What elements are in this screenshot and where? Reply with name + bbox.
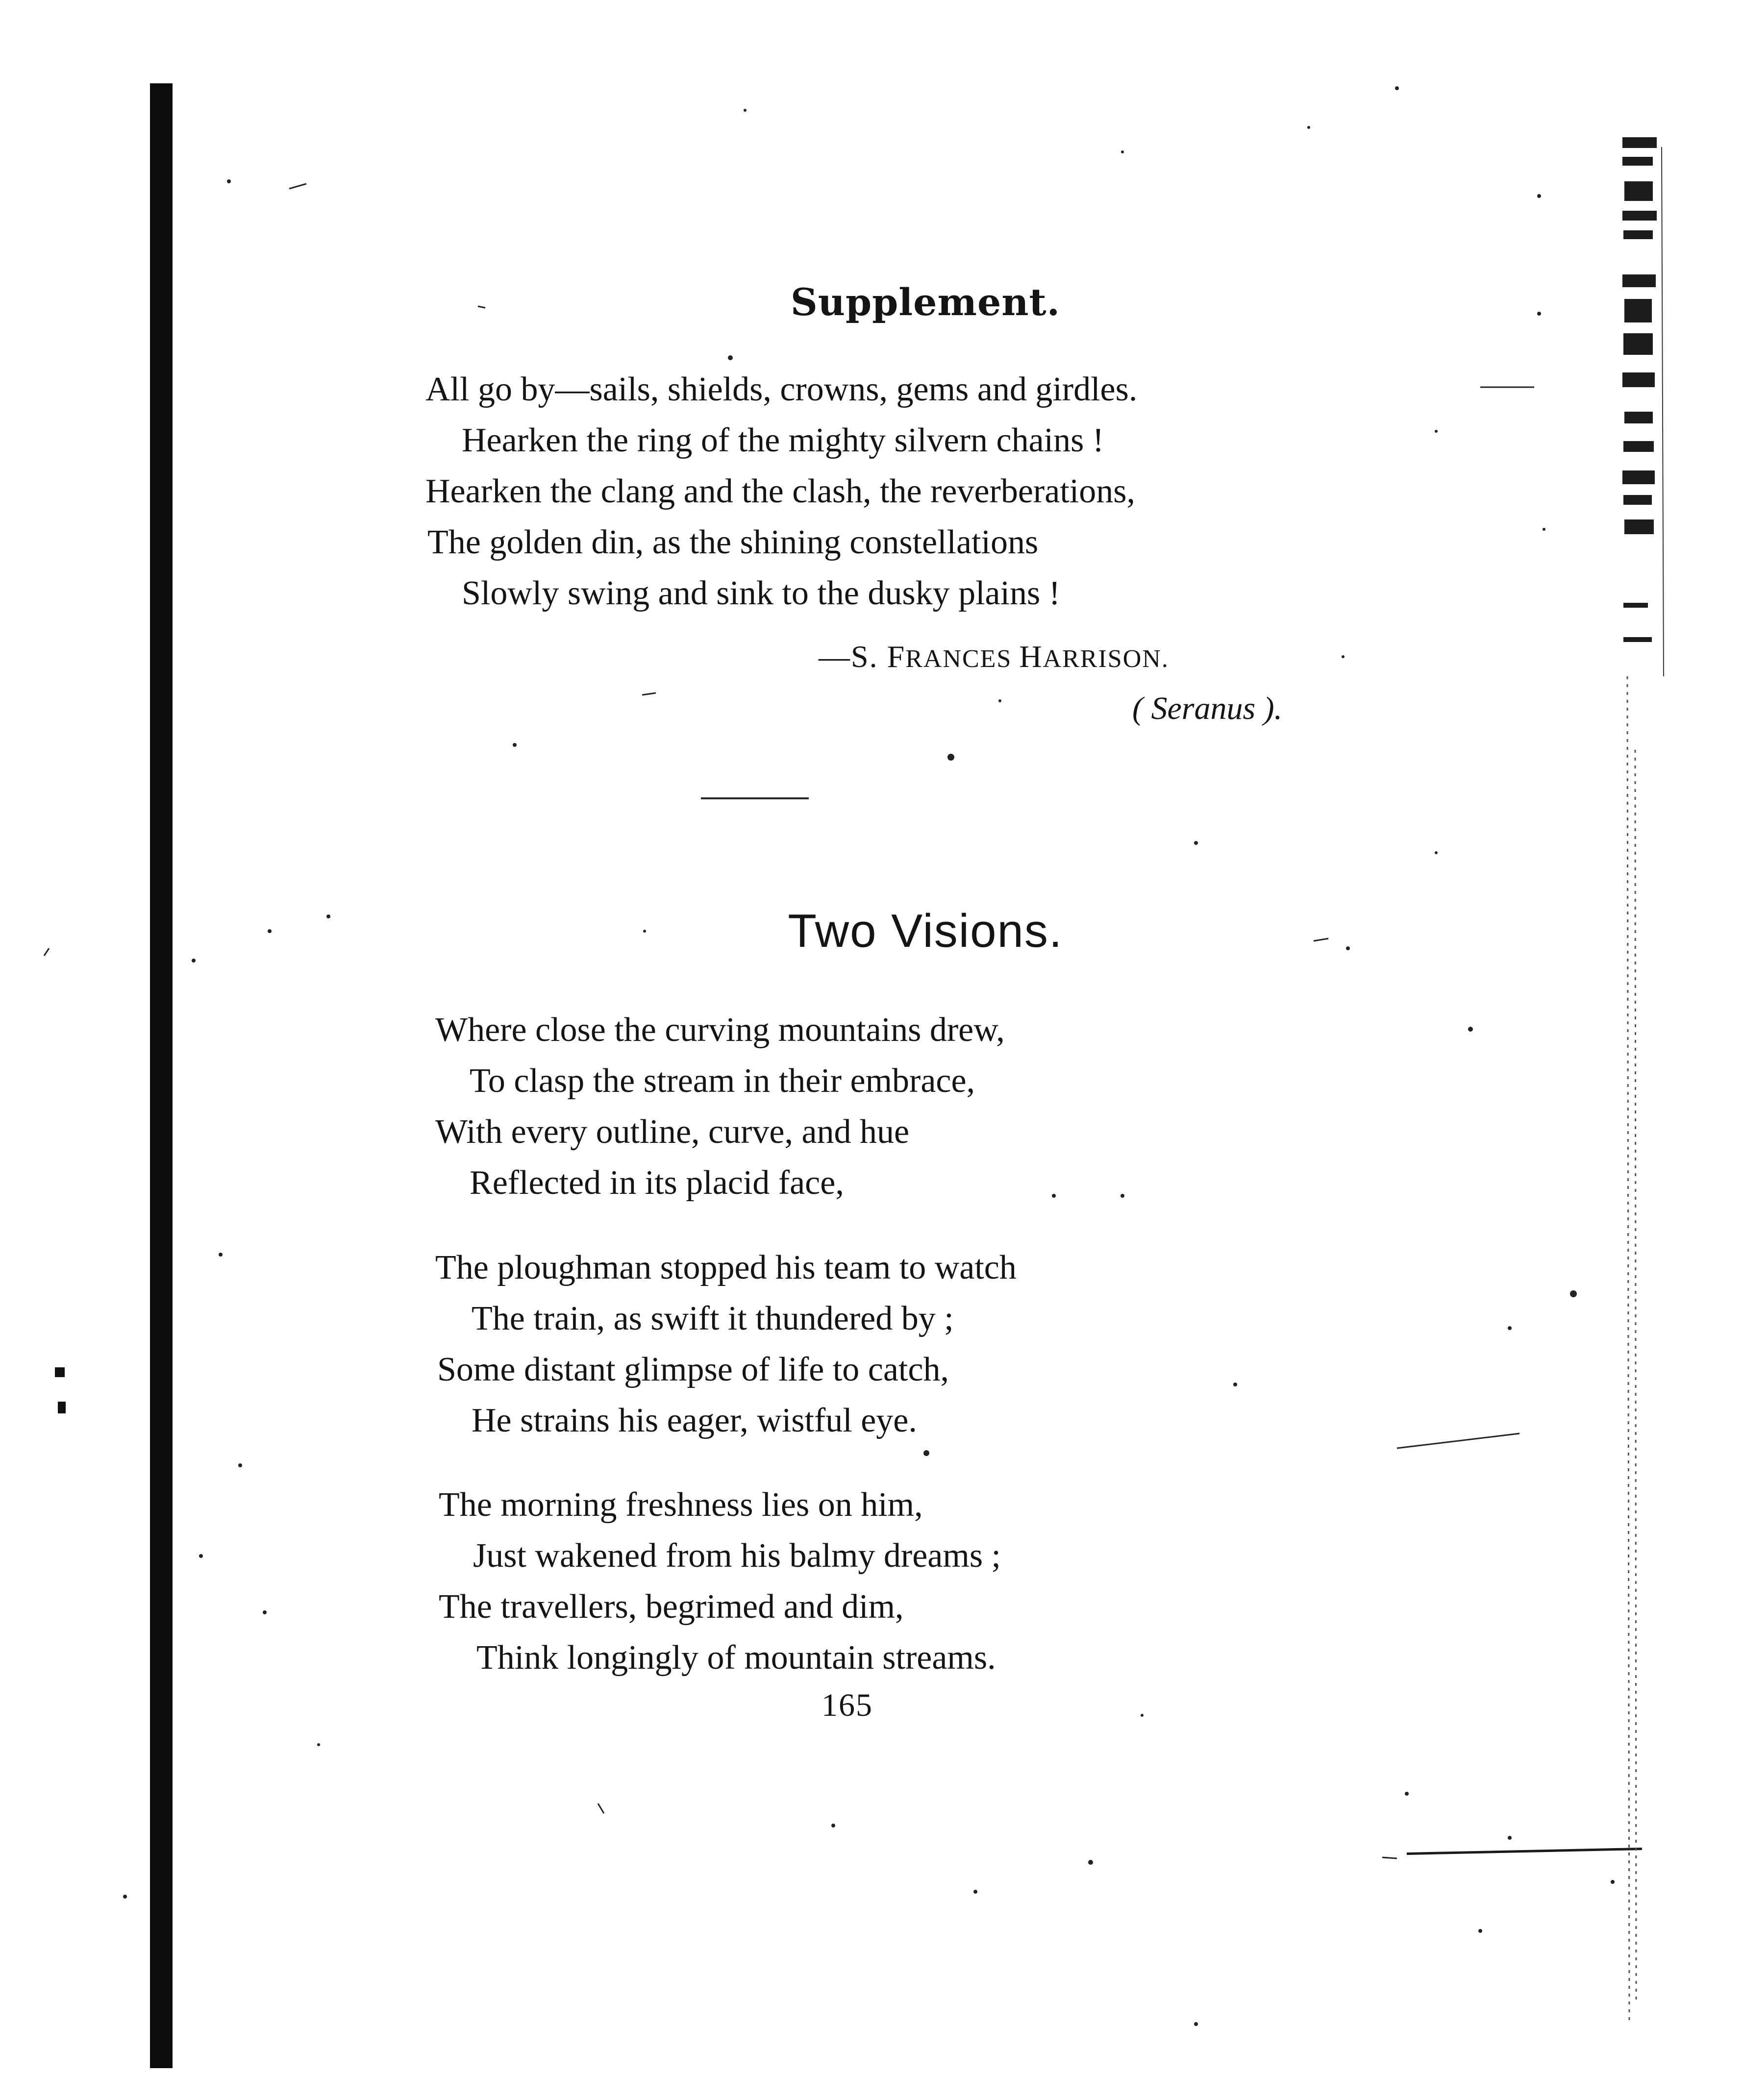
visions-stanza-1-line-3: With every outline, curve, and hue <box>435 1113 910 1151</box>
visions-stanza-1-line-4: Reflected in its placid face, <box>470 1164 844 1202</box>
page-number: 165 <box>822 1687 873 1723</box>
visions-stanza-2-line-2: The train, as swift it thundered by ; <box>472 1300 954 1337</box>
attribution-dash: —S. <box>819 639 887 674</box>
visions-stanza-3-line-2: Just wakened from his balmy dreams ; <box>473 1537 1001 1575</box>
visions-stanza-3-line-3: The travellers, begrimed and dim, <box>439 1588 904 1626</box>
visions-stanza-2-line-3: Some distant glimpse of life to catch, <box>437 1351 949 1388</box>
visions-stanza-3-line-4: Think longingly of mountain streams. <box>476 1639 996 1677</box>
visions-stanza-1-line-1: Where close the curving mountains drew, <box>435 1011 1005 1049</box>
visions-stanza-2-line-1: The ploughman stopped his team to watch <box>435 1249 1017 1286</box>
poem-title: Two Visions. <box>788 905 1063 957</box>
attribution-last-rest: ARRISON. <box>1043 645 1169 673</box>
supplement-line-5: Slowly swing and sink to the dusky plains ! <box>462 574 1061 612</box>
author-pseudonym: ( Seranus ). <box>1132 691 1283 726</box>
visions-stanza-3-line-1: The morning freshness lies on him, <box>439 1486 923 1524</box>
supplement-line-4: The golden din, as the shining constellations <box>427 523 1039 561</box>
attribution-last-cap: H <box>1019 639 1043 674</box>
attribution-first-cap: F <box>887 639 906 674</box>
author-attribution <box>819 639 1169 675</box>
supplement-line-3: Hearken the clang and the clash, the reverberations, <box>425 472 1135 510</box>
supplement-heading: Supplement. <box>790 280 1061 324</box>
attribution-first-rest: RANCES <box>905 645 1020 673</box>
supplement-line-2: Hearken the ring of the mighty silvern chains ! <box>462 421 1104 459</box>
visions-stanza-1-line-2: To clasp the stream in their embrace, <box>470 1062 975 1100</box>
visions-stanza-2-line-4: He strains his eager, wistful eye. <box>472 1402 917 1439</box>
supplement-line-1: All go by—sails, shields, crowns, gems and girdles. <box>425 371 1138 408</box>
